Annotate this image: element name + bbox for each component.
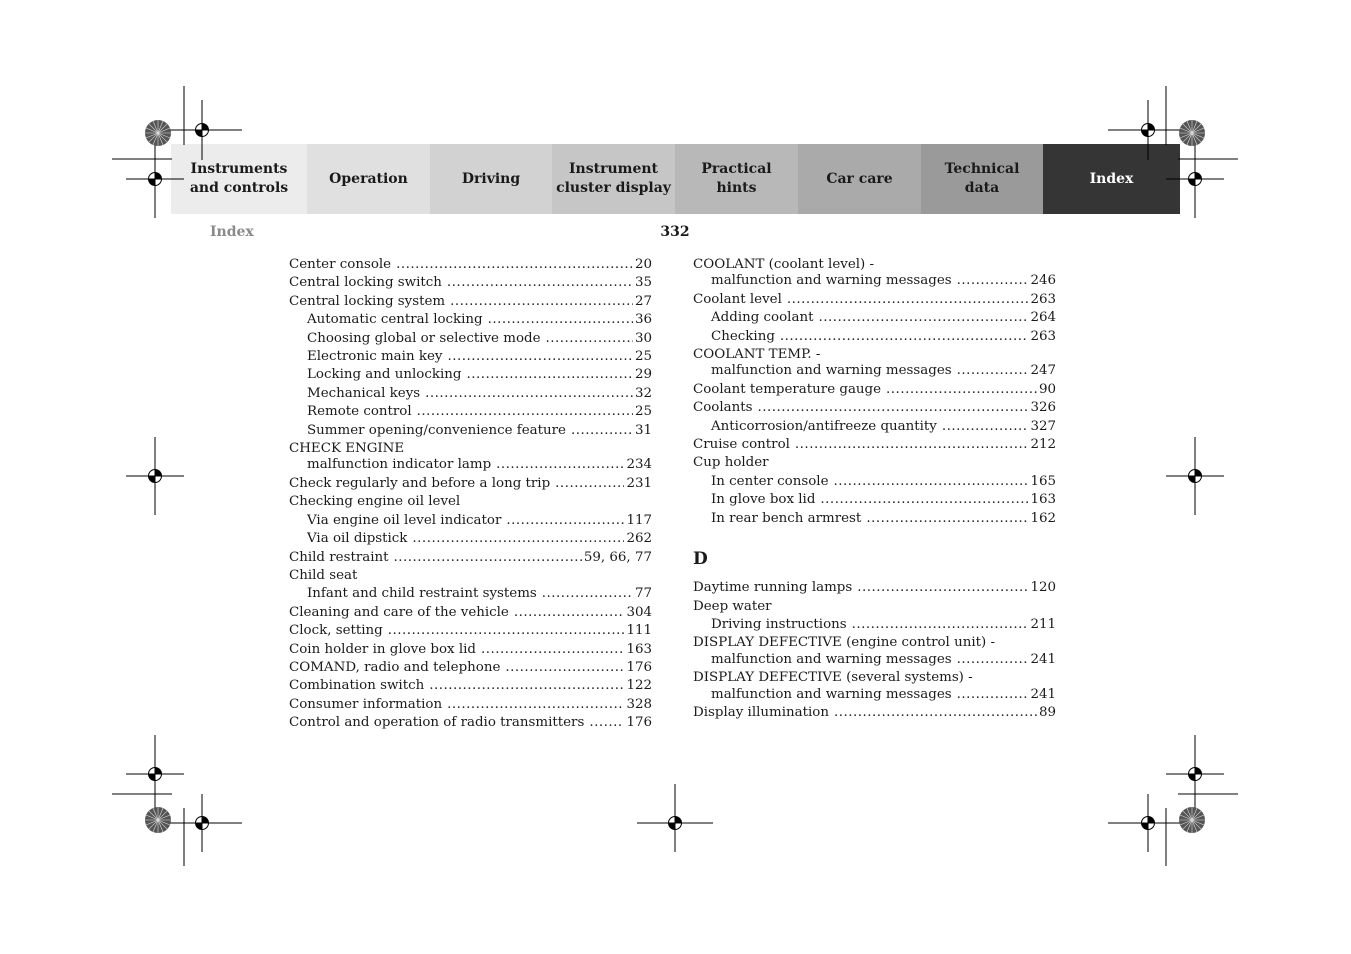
index-entry-page[interactable]: 241 xyxy=(1030,686,1056,702)
index-entry-text: Center console xyxy=(289,257,392,272)
index-entry xyxy=(289,677,652,695)
dot-leader xyxy=(466,366,633,384)
index-entry xyxy=(693,346,1056,381)
dot-leader xyxy=(450,293,633,311)
index-entry-page[interactable]: 25 xyxy=(634,404,652,420)
page-number: 332 xyxy=(660,224,690,240)
index-entry-text: Checking engine oil level xyxy=(289,494,461,510)
index-entry-text: Coolants xyxy=(693,400,753,416)
index-entry-page[interactable]: 234 xyxy=(626,457,652,473)
index-entry-page[interactable]: 27 xyxy=(634,293,652,309)
index-entry-text: Automatic central locking xyxy=(307,312,483,328)
dot-leader xyxy=(818,309,1028,327)
dot-leader xyxy=(447,274,633,292)
dot-leader xyxy=(834,704,1037,722)
dot-leader xyxy=(780,328,1029,346)
index-entry-page[interactable]: 327 xyxy=(1030,418,1056,434)
index-entry-page[interactable]: 117 xyxy=(626,512,652,528)
index-column-left xyxy=(289,256,652,733)
index-entry xyxy=(693,510,1056,528)
chapter-tabs xyxy=(171,144,1180,214)
index-entry-page[interactable]: 176 xyxy=(626,659,652,675)
dot-leader xyxy=(957,651,1029,669)
dot-leader xyxy=(866,510,1028,528)
index-entry-text: Checking xyxy=(711,328,775,344)
index-entry xyxy=(693,634,1056,669)
index-entry xyxy=(289,659,652,677)
index-entry-text: Daytime running lamps xyxy=(693,580,853,596)
section-letter: D xyxy=(693,549,708,570)
index-entry xyxy=(289,714,652,732)
index-entry-page[interactable]: 111 xyxy=(626,623,652,639)
index-entry-page[interactable]: 241 xyxy=(1030,651,1056,667)
dot-leader xyxy=(447,696,624,714)
dot-leader xyxy=(555,475,624,493)
dot-leader xyxy=(542,585,633,603)
index-entry-page[interactable]: 90 xyxy=(1038,381,1056,397)
index-entry xyxy=(289,622,652,640)
index-entry-text: Cruise control xyxy=(693,437,790,453)
index-entry xyxy=(693,616,1056,634)
dot-leader xyxy=(496,456,624,474)
index-entry-page[interactable]: 30 xyxy=(634,330,652,346)
dot-leader xyxy=(505,659,624,677)
index-entry xyxy=(693,418,1056,436)
index-entry xyxy=(693,291,1056,309)
index-entry-page[interactable]: 212 xyxy=(1030,437,1056,453)
index-entry xyxy=(693,399,1056,417)
index-entry-text: In glove box lid xyxy=(711,492,816,508)
index-entry xyxy=(693,256,1056,291)
index-entry xyxy=(693,579,1056,597)
index-entry-text: Check regularly and before a long trip xyxy=(289,475,551,491)
index-entry-text: Choosing global or selective mode xyxy=(307,330,541,346)
index-entry-text: Central locking system xyxy=(289,293,446,309)
index-entry-text: In rear bench armrest xyxy=(711,510,862,526)
index-entry-text: Child restraint xyxy=(289,549,389,565)
index-entry-page[interactable]: 165 xyxy=(1030,473,1056,489)
index-entry xyxy=(693,669,1056,704)
index-entry-page[interactable]: 163 xyxy=(626,641,652,657)
index-entry-text: Central locking switch xyxy=(289,275,442,291)
dot-leader xyxy=(412,530,624,548)
dot-leader xyxy=(514,604,625,622)
index-entry-text: malfunction and warning messages xyxy=(711,651,952,667)
dot-leader xyxy=(857,579,1028,597)
index-entry xyxy=(289,348,652,366)
index-entry-text: Control and operation of radio transmitters xyxy=(289,715,585,731)
index-entry xyxy=(289,696,652,714)
dot-leader xyxy=(429,677,624,695)
index-entry xyxy=(693,309,1056,327)
dot-leader xyxy=(957,362,1029,380)
index-entry-page[interactable]: 263 xyxy=(1030,291,1056,307)
dot-leader xyxy=(589,714,624,732)
index-entry-text: Via oil dipstick xyxy=(307,531,408,547)
index-entry-page[interactable]: 36 xyxy=(634,312,652,328)
index-entry-text: Summer opening/convenience feature xyxy=(307,422,566,438)
index-entry xyxy=(289,512,652,530)
index-entry-text: Cleaning and care of the vehicle xyxy=(289,604,509,620)
index-entry xyxy=(289,493,652,511)
index-entry-text: Adding coolant xyxy=(711,310,814,326)
dot-leader xyxy=(571,422,633,440)
index-entry-heading: DISPLAY DEFECTIVE (several systems) - xyxy=(693,670,973,686)
index-entry-text: Coolant level xyxy=(693,291,782,307)
index-entry-page[interactable]: 176 xyxy=(626,715,652,731)
index-entry xyxy=(289,256,652,274)
dot-leader xyxy=(795,436,1029,454)
index-entry-text: Remote control xyxy=(307,404,412,420)
dot-leader xyxy=(957,686,1029,704)
index-entry-page[interactable]: 328 xyxy=(626,696,652,712)
index-entry xyxy=(289,641,652,659)
index-entry-page[interactable]: 35 xyxy=(634,275,652,291)
tab-index[interactable]: Index xyxy=(1043,144,1180,214)
dot-leader xyxy=(388,622,625,640)
index-entry xyxy=(289,604,652,622)
dot-leader xyxy=(546,330,633,348)
tab-technical-data[interactable]: Technical data xyxy=(921,144,1043,214)
tab-practical-hints[interactable]: Practical hints xyxy=(675,144,798,214)
index-entry xyxy=(289,274,652,292)
index-entry-page[interactable]: 29 xyxy=(634,367,652,383)
index-entry-text: Infant and child restraint systems xyxy=(307,586,537,602)
index-entry xyxy=(289,422,652,440)
index-entry-text: Combination switch xyxy=(289,678,425,694)
dot-leader xyxy=(425,385,633,403)
index-column-right xyxy=(693,256,1056,722)
dot-leader xyxy=(852,616,1029,634)
index-entry-text: malfunction and warning messages xyxy=(711,686,952,702)
tab-car-care[interactable]: Car care xyxy=(798,144,921,214)
index-entry xyxy=(693,491,1056,509)
index-entry-page[interactable]: 326 xyxy=(1030,400,1056,416)
index-entry-text: Electronic main key xyxy=(307,349,443,365)
index-entry-text: Clock, setting xyxy=(289,623,383,639)
index-entry-text: malfunction indicator lamp xyxy=(307,457,492,473)
tab-instruments-and-controls[interactable]: Instruments and controls xyxy=(171,144,307,214)
index-entry-page[interactable]: 122 xyxy=(626,678,652,694)
dot-leader xyxy=(758,399,1029,417)
index-entry-page[interactable]: 59, 66, 77 xyxy=(583,549,652,565)
index-entry-page[interactable]: 25 xyxy=(634,349,652,365)
index-entry xyxy=(289,440,652,475)
index-entry xyxy=(289,475,652,493)
index-entry xyxy=(693,454,1056,472)
dot-leader xyxy=(886,381,1037,399)
index-entry-page[interactable]: 162 xyxy=(1030,510,1056,526)
dot-leader xyxy=(942,418,1029,436)
index-entry-text: Driving instructions xyxy=(711,616,847,632)
index-entry-text: Mechanical keys xyxy=(307,385,421,401)
index-entry-page[interactable]: 304 xyxy=(626,604,652,620)
index-entry-text: malfunction and warning messages xyxy=(711,363,952,379)
index-entry-page[interactable]: 247 xyxy=(1030,363,1056,379)
dot-leader xyxy=(447,348,633,366)
dot-leader xyxy=(396,256,633,274)
index-entry-heading: CHECK ENGINE xyxy=(289,441,405,457)
tab-instrument-cluster-display[interactable]: Instrument cluster display xyxy=(552,144,675,214)
index-entry xyxy=(289,567,652,585)
section-label: Index xyxy=(210,224,254,240)
dot-leader xyxy=(957,272,1029,290)
index-entry-page[interactable]: 246 xyxy=(1030,273,1056,289)
index-entry-page[interactable]: 32 xyxy=(634,385,652,401)
dot-leader xyxy=(481,641,624,659)
index-entry xyxy=(289,366,652,384)
index-entry-text: malfunction and warning messages xyxy=(711,273,952,289)
index-entry-text: Anticorrosion/antifreeze quantity xyxy=(711,418,937,434)
index-entry xyxy=(693,704,1056,722)
index-entry-text: Locking and unlocking xyxy=(307,367,462,383)
index-entry-page[interactable]: 211 xyxy=(1030,616,1056,632)
index-entry-text: Via engine oil level indicator xyxy=(307,512,502,528)
dot-leader xyxy=(787,291,1029,309)
index-entry xyxy=(693,381,1056,399)
tab-driving[interactable]: Driving xyxy=(430,144,552,214)
index-entry xyxy=(289,549,652,567)
index-entry xyxy=(289,403,652,421)
index-entry-text: Coin holder in glove box lid xyxy=(289,641,476,657)
index-entry-page[interactable]: 262 xyxy=(626,531,652,547)
index-entry xyxy=(693,473,1056,491)
index-entry xyxy=(289,330,652,348)
dot-leader xyxy=(394,549,582,567)
index-entry-page[interactable]: 77 xyxy=(634,586,652,602)
index-entry-page[interactable]: 89 xyxy=(1038,704,1056,720)
dot-leader xyxy=(417,403,633,421)
index-entry xyxy=(693,598,1056,616)
index-entry xyxy=(693,328,1056,346)
index-entry-page[interactable]: 31 xyxy=(634,422,652,438)
index-entry xyxy=(289,293,652,311)
dot-leader xyxy=(506,512,624,530)
index-entry-heading: DISPLAY DEFECTIVE (engine control unit) - xyxy=(693,635,995,651)
index-entry-heading: COOLANT TEMP. - xyxy=(693,347,821,363)
dot-leader xyxy=(820,491,1028,509)
index-entry xyxy=(289,311,652,329)
index-entry-text: Cup holder xyxy=(693,455,769,471)
index-entry-text: Deep water xyxy=(693,598,772,614)
tab-operation[interactable]: Operation xyxy=(307,144,430,214)
index-entry-text: In center console xyxy=(711,473,829,489)
index-entry-text: COMAND, radio and telephone xyxy=(289,659,501,675)
index-entry-page[interactable]: 20 xyxy=(634,257,652,272)
dot-leader xyxy=(488,311,633,329)
index-entry-text: Coolant temperature gauge xyxy=(693,381,882,397)
index-entry xyxy=(289,530,652,548)
index-entry-text: Child seat xyxy=(289,567,358,583)
index-entry xyxy=(289,385,652,403)
index-entry-page[interactable]: 263 xyxy=(1030,328,1056,344)
index-entry-page[interactable]: 120 xyxy=(1030,580,1056,596)
index-entry-page[interactable]: 231 xyxy=(626,475,652,491)
index-entry-text: Consumer information xyxy=(289,696,443,712)
index-entry xyxy=(693,436,1056,454)
index-entry xyxy=(289,585,652,603)
index-entry-page[interactable]: 163 xyxy=(1030,492,1056,508)
index-entry-text: Display illumination xyxy=(693,704,829,720)
index-entry-page[interactable]: 264 xyxy=(1030,310,1056,326)
index-entry-heading: COOLANT (coolant level) - xyxy=(693,257,875,272)
dot-leader xyxy=(834,473,1029,491)
